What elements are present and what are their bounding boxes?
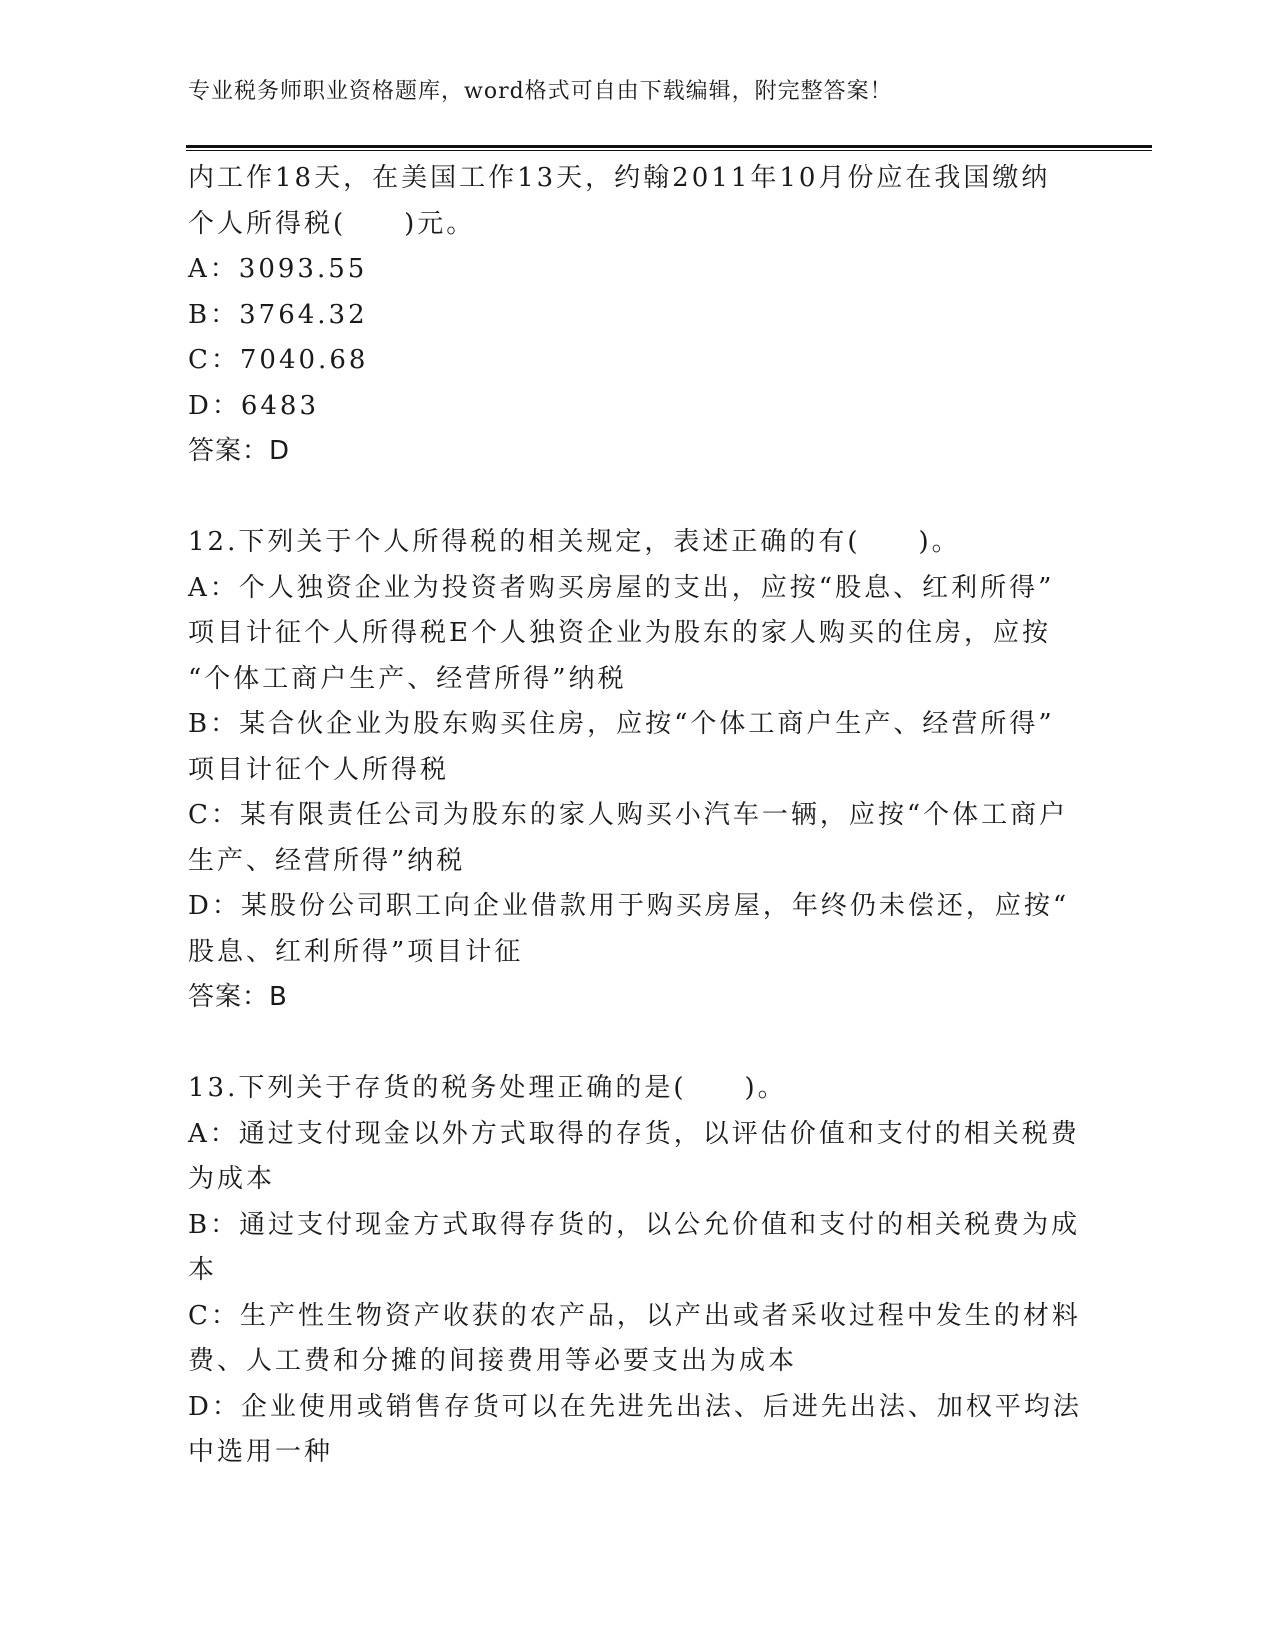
spacer <box>188 475 1088 521</box>
answer-line: 答案：D <box>188 436 291 466</box>
question-stem-line: 13.下列关于存货的税务处理正确的是( )。 <box>188 1073 787 1103</box>
question-stem-line: 个人所得税( )元。 <box>188 208 476 239</box>
option-c: C：7040.68 <box>188 345 369 375</box>
option-line: 费、人工费和分摊的间接费用等必要支出为成本 <box>188 1346 798 1376</box>
option-line: A：通过支付现金以外方式取得的存货，以评估价值和支付的相关税费 <box>188 1118 1080 1149</box>
option-line: 中选用一种 <box>188 1437 334 1467</box>
option-line: D：企业使用或销售存货可以在先进先出法、后进先出法、加权平均法 <box>188 1391 1082 1422</box>
spacer <box>188 1021 1088 1067</box>
option-a: A：3093.55 <box>188 254 368 284</box>
page-header: 专业税务师职业资格题库，word格式可自由下载编辑，附完整答案！ <box>188 79 893 104</box>
header-divider-thin <box>186 150 1152 151</box>
question-13 <box>188 1066 1088 1476</box>
option-line: A：个人独资企业为投资者购买房屋的支出，应按“股息、红利所得” <box>188 572 1055 603</box>
option-line: 生产、经营所得”纳税 <box>188 845 466 876</box>
option-d: D：6483 <box>188 390 320 421</box>
question-11 <box>188 156 1088 475</box>
option-line: 项目计征个人所得税 <box>188 754 450 785</box>
option-line: 股息、红利所得”项目计征 <box>188 936 524 967</box>
option-line: 本 <box>188 1255 218 1285</box>
option-line: D：某股份公司职工向企业借款用于购买房屋，年终仍未偿还，应按“ <box>188 891 1070 921</box>
option-line: 项目计征个人所得税E个人独资企业为股东的家人购买的住房，应按 <box>188 618 1051 648</box>
option-line: B：通过支付现金方式取得存货的，以公允价值和支付的相关税费为成 <box>188 1209 1081 1240</box>
header-divider-thick <box>186 145 1152 148</box>
question-stem-line: 内工作18天，在美国工作13天，约翰2011年10月份应在我国缴纳 <box>188 163 1051 193</box>
document-body <box>188 156 1088 1476</box>
question-stem-line: 12.下列关于个人所得税的相关规定，表述正确的有( )。 <box>188 527 961 557</box>
option-line: 为成本 <box>188 1164 276 1194</box>
option-line: C：某有限责任公司为股东的家人购买小汽车一辆，应按“个体工商户 <box>188 800 1069 830</box>
option-line: B：某合伙企业为股东购买住房，应按“个体工商户生产、经营所得” <box>188 709 1055 739</box>
option-b: B：3764.32 <box>188 299 368 330</box>
answer-line: 答案：B <box>188 982 288 1012</box>
option-line: “个体工商户生产、经营所得”纳税 <box>188 663 627 694</box>
option-line: C：生产性生物资产收获的农产品，以产出或者采收过程中发生的材料 <box>188 1300 1081 1331</box>
question-12 <box>188 520 1088 1021</box>
